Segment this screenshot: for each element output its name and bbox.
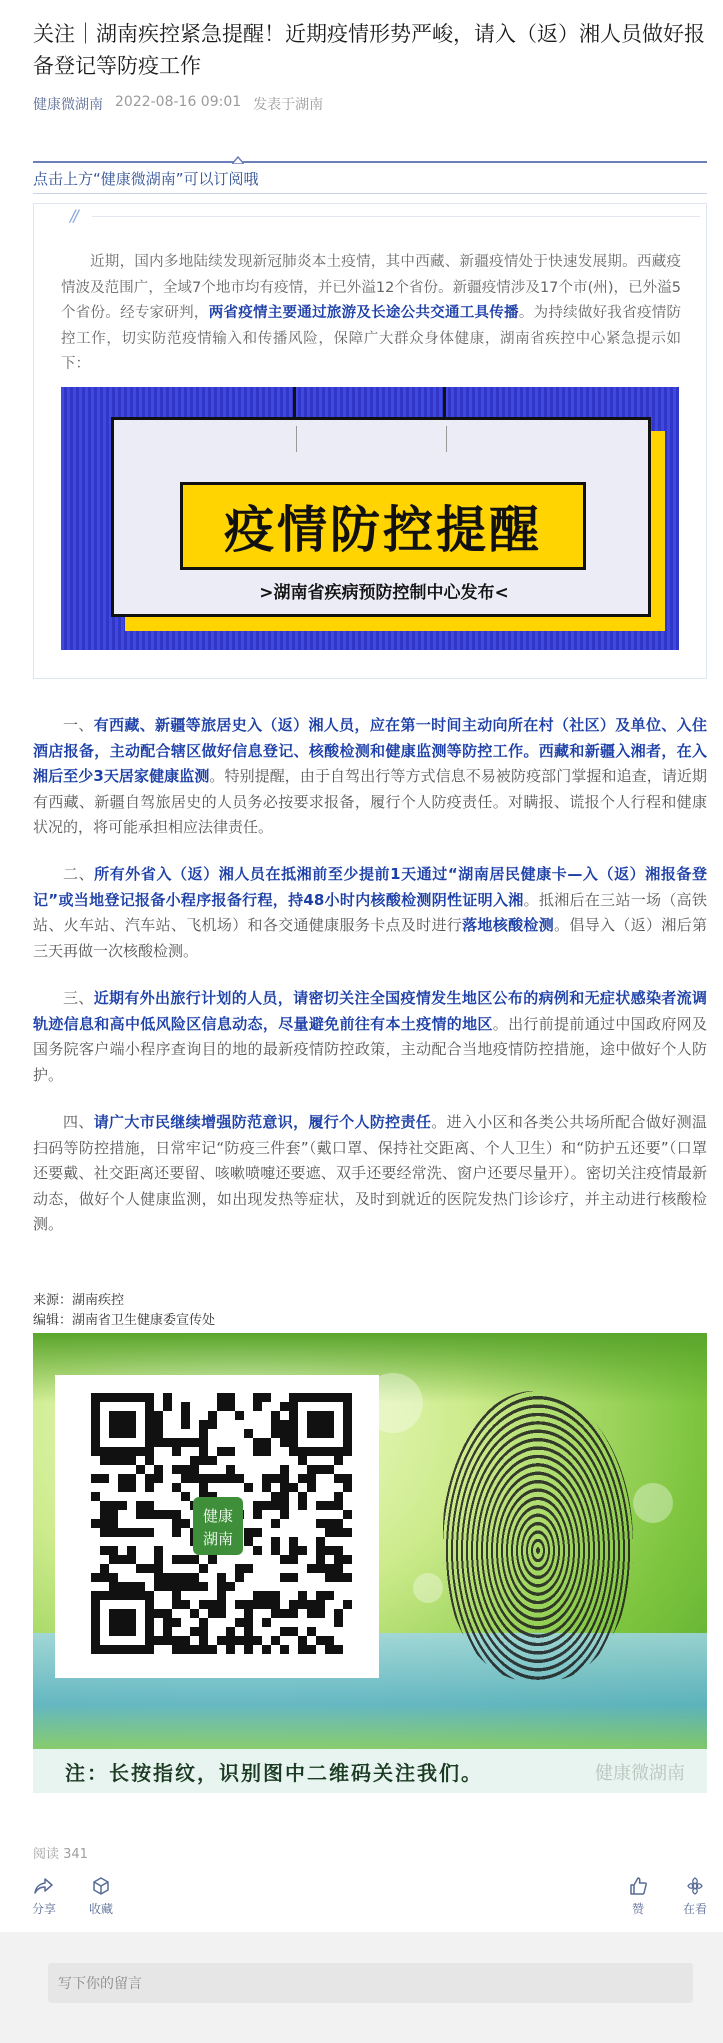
paragraph-text: 。特别提醒，由于自驾出行等方式信息不易被防疫部门掌握和追查，请近期有西藏、新疆自驾旅居史的人员务必按要求报备，履行个人防疫责任。对瞒报、谎报个人行程和健康状况的，将可能承担相应法律责任。 [33, 767, 707, 836]
poster-headline: 疫情防控提醒 [224, 501, 542, 559]
source-line: 来源：湖南疾控 [33, 1293, 125, 1308]
qr-note: 注：长按指纹，识别图中二维码关注我们。 [65, 1760, 483, 1785]
paragraph-number: 四、 [63, 1113, 94, 1131]
favorite-label: 收藏 [88, 1902, 113, 1916]
paragraph-text: 。进入小区和各类公共场所配合做好测温扫码等防控措施，日常牢记“防疫三件套”（戴口罩、保持社交距离、个人卫生）和“防护五还要”（口罩还要戴、社交距离还要留、咳嗽喷嚏还要遮、双手还要经常洗、窗户还要尽量开）。密切关注疫情最新动态，做好个人健康监测，如出现发热等症状，及时到就近的医院发热门诊诊疗，并主动进行核酸检测。 [33, 1113, 707, 1233]
article-actions [0, 1876, 723, 1932]
divider-notch-icon [232, 156, 244, 164]
notice-paragraph-3 [33, 986, 707, 1088]
paragraph-highlight: 近期有外出旅行计划的人员，请密切关注全国疫情发生地区公布的病例和无症状感染者流调轨迹信息和高中低风险区信息动态，尽量避免前往有本土疫情的地区 [33, 989, 707, 1033]
publish-location: 发表于湖南 [253, 97, 324, 113]
intro-paragraph [61, 250, 681, 378]
thumbs-up-icon [627, 1876, 649, 1896]
comment-footer [0, 1932, 723, 2043]
paragraph-text: 。出行前提前通过中国政府网及国务院客户端小程序查询目的地的最新疫情防控政策，主动配合当地疫情防控措施，途中做好个人防护。 [33, 1014, 707, 1084]
poster-publisher: >湖南省疾病预防控制中心发布< [259, 583, 509, 603]
paragraph-number: 三、 [63, 989, 94, 1007]
notice-paragraph-4 [33, 1110, 707, 1238]
cube-icon [90, 1876, 112, 1896]
share-icon [33, 1876, 55, 1896]
intro-text-end: 。为持续做好我省疫情防控工作，切实防范疫情输入和传播风险，保障广大群众身体健康，湖南省疾控中心紧急提示如下： [61, 305, 682, 372]
editor-line: 编辑：湖南省卫生健康委宣传处 [33, 1313, 216, 1328]
subscribe-tip[interactable]: 点击上方“健康微湖南”可以订阅哦 [33, 170, 259, 188]
intro-text: 近期，国内多地陆续发现新冠肺炎本土疫情，其中西藏、新疆疫情处于快速发展期。西藏疫情波及范围广，全域7个地市均有疫情，并已外溢12个省份。新疆疫情涉及17个市(州)，已外溢5个省份。经专家研判， [61, 254, 681, 321]
like-button[interactable] [614, 1876, 662, 1917]
qr-center-text: 湖南 [202, 1530, 234, 1548]
quote-mark-icon: // [70, 206, 77, 225]
flower-icon [684, 1876, 706, 1896]
quote-divider [92, 216, 700, 217]
bokeh-light [633, 1483, 673, 1523]
paragraph-highlight-2: 落地核酸检测 [462, 916, 555, 934]
account-name-link[interactable]: 健康微湖南 [33, 97, 103, 113]
share-button[interactable] [20, 1876, 68, 1917]
epidemic-reminder-poster[interactable] [61, 387, 679, 650]
read-count: 阅读 341 [33, 1847, 88, 1862]
favorite-button[interactable] [77, 1876, 125, 1917]
header-divider [33, 161, 707, 163]
poster-card-line [446, 426, 447, 452]
subscribe-divider [33, 193, 707, 194]
article-meta [33, 94, 323, 114]
fingerprint-icon[interactable] [443, 1391, 633, 1681]
paragraph-number: 一、 [63, 716, 94, 734]
share-label: 分享 [31, 1902, 56, 1916]
notice-paragraph-1 [33, 713, 707, 841]
like-label: 赞 [631, 1902, 644, 1916]
watching-button[interactable] [671, 1876, 719, 1917]
comment-input[interactable]: 写下你的留言 [48, 1963, 693, 2003]
source-credits [33, 1291, 215, 1331]
paragraph-highlight: 有西藏、新疆等旅居史入（返）湘人员，应在第一时间主动向所在村（社区）及单位、入住酒店报备，主动配合辖区做好信息登记、核酸检测和健康监测等防控工作。西藏和新疆入湘者，在入湘后至少3天居家健康监测 [33, 716, 707, 785]
paragraph-number: 二、 [63, 865, 95, 883]
watching-label: 在看 [682, 1902, 707, 1916]
qr-center-text: 健康 [202, 1507, 234, 1525]
paragraph-text-end: 。倡导入（返）湘后第三天再做一次核酸检测。 [33, 916, 707, 960]
poster-headline-banner [180, 482, 586, 570]
poster-card [111, 417, 651, 617]
bokeh-light [413, 1573, 443, 1603]
publish-date: 2022-08-16 09:01 [115, 94, 242, 110]
article-title: 关注｜湖南疾控紧急提醒！近期疫情形势严峻，请入（返）湘人员做好报备登记等防疫工作 [33, 22, 705, 78]
paragraph-highlight: 所有外省入（返）湘人员在抵湘前至少提前1天通过“湖南居民健康卡—入（返）湘报备登记”或当地登记报备小程序报备行程，持48小时内核酸检测阴性证明入湘 [33, 865, 707, 909]
qr-follow-image[interactable] [33, 1333, 707, 1793]
watermark: 健康微湖南 [595, 1763, 685, 1784]
poster-card-line [296, 426, 297, 452]
qr-code-icon [55, 1375, 379, 1678]
intro-highlight: 两省疫情主要通过旅游及长途公共交通工具传播 [208, 305, 519, 321]
qr-code[interactable] [55, 1375, 379, 1678]
paragraph-highlight: 请广大市民继续增强防范意识，履行个人防控责任 [93, 1113, 432, 1131]
notice-paragraph-2 [33, 862, 707, 964]
paragraph-text: 。抵湘后在三站一场（高铁站、火车站、汽车站、飞机场）和各交通健康服务卡点及时进行 [33, 890, 707, 934]
